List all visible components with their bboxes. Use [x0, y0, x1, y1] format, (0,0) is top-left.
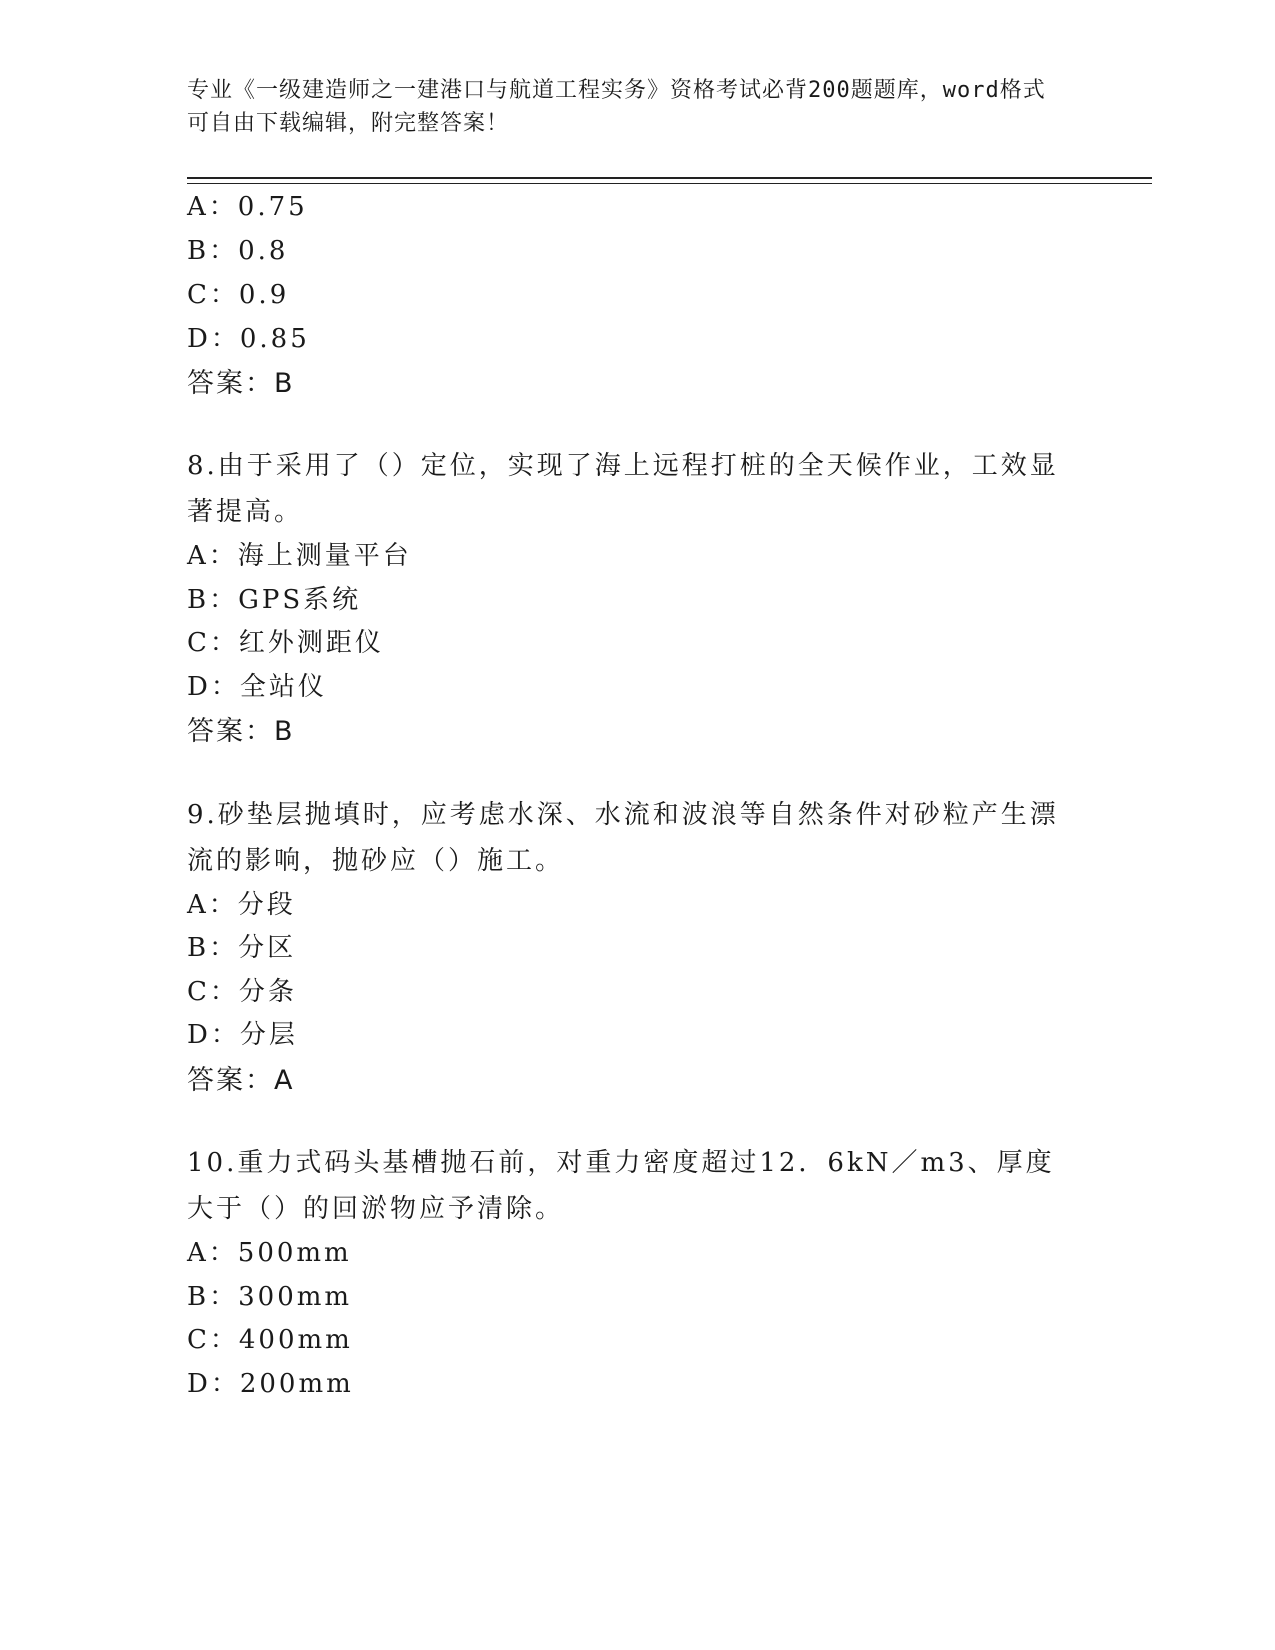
q10-text: 10.重力式码头基槽抛石前，对重力密度超过12．6kN／m3、厚度大于（）的回淤物应予清除。	[187, 1148, 1055, 1224]
q9-text: 9.砂垫层抛填时，应考虑水深、水流和波浪等自然条件对砂粒产生漂流的影响，抛砂应（）施工。	[187, 800, 1059, 876]
q10-option-c: C：400mm	[187, 1325, 353, 1355]
header-divider-thin	[187, 183, 1152, 184]
q8-text: 8.由于采用了（）定位，实现了海上远程打桩的全天候作业，工效显著提高。	[187, 451, 1059, 527]
q7-option-b: B：0.8	[187, 236, 289, 266]
q10-option-b: B：300mm	[187, 1282, 353, 1312]
q10-option-a: A：500mm	[187, 1238, 352, 1268]
q7-option-c: C：0.9	[187, 280, 290, 310]
q8-option-a: A：海上测量平台	[187, 541, 412, 571]
q8-answer: 答案：B	[187, 716, 295, 747]
q9-option-c: C：分条	[187, 977, 297, 1007]
document-header: 专业《一级建造师之一建港口与航道工程实务》资格考试必背200题题库，word格式可自由下载编辑，附完整答案！	[187, 78, 1046, 136]
q10-option-d: D：200mm	[187, 1369, 354, 1399]
q7-answer: 答案：B	[187, 368, 295, 399]
q7-option-d: D：0.85	[187, 324, 310, 354]
q8-option-d: D：全站仪	[187, 672, 327, 702]
q8-option-c: C：红外测距仪	[187, 628, 384, 658]
q7-option-a: A：0.75	[187, 192, 308, 222]
q9-option-b: B：分区	[187, 933, 297, 963]
header-divider-thick	[187, 177, 1152, 179]
q9-answer: 答案：A	[187, 1065, 295, 1096]
q9-option-d: D：分层	[187, 1020, 298, 1050]
q8-option-b: B：GPS系统	[187, 585, 362, 615]
q9-option-a: A：分段	[187, 890, 296, 920]
